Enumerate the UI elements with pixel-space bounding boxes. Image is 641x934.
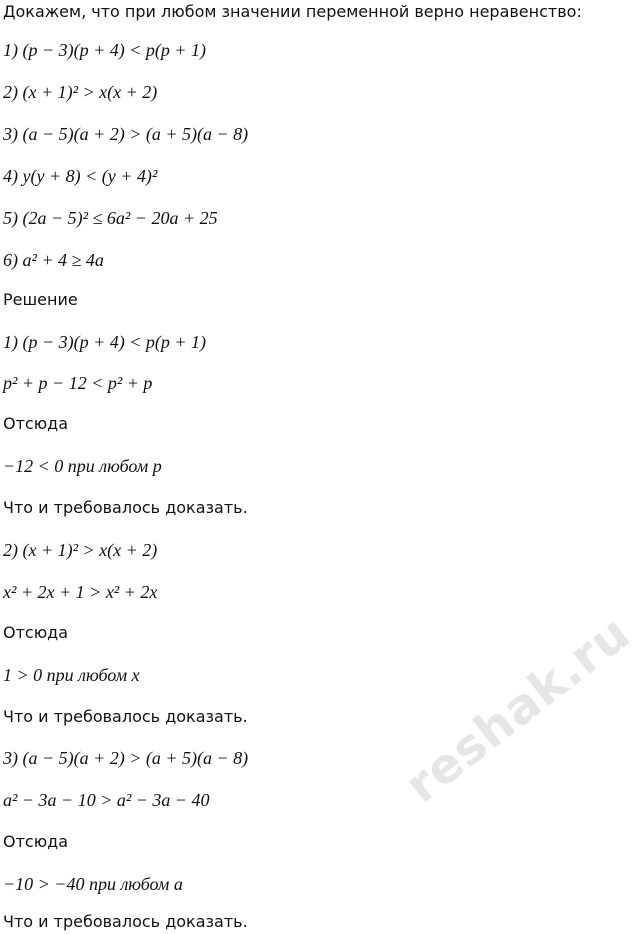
problem-1: 1) (p − 3)(p + 4) < p(p + 1) <box>3 40 207 60</box>
problem-2: 2) (x + 1)² > x(x + 2) <box>3 82 158 102</box>
solution-title: Решение <box>3 290 78 309</box>
solution-2-statement: 2) (x + 1)² > x(x + 2) <box>3 540 158 560</box>
solution-2-result: 1 > 0 при любом x <box>3 665 140 685</box>
solution-2-hence: Отсюда <box>3 623 69 642</box>
problem-4: 4) y(y + 8) < (y + 4)² <box>3 166 158 186</box>
solution-3-result: −10 > −40 при любом a <box>3 874 183 894</box>
solution-3-conclusion: Что и требовалось доказать. <box>3 912 248 931</box>
problem-5: 5) (2a − 5)² ≤ 6a² − 20a + 25 <box>3 208 218 228</box>
solution-1-statement: 1) (p − 3)(p + 4) < p(p + 1) <box>3 332 207 352</box>
solution-1-hence: Отсюда <box>3 414 69 433</box>
solution-3-hence: Отсюда <box>3 832 69 851</box>
problem-6: 6) a² + 4 ≥ 4a <box>3 250 104 270</box>
solution-2-conclusion: Что и требовалось доказать. <box>3 707 248 726</box>
solution-2-step: x² + 2x + 1 > x² + 2x <box>3 582 158 602</box>
solution-1-conclusion: Что и требовалось доказать. <box>3 498 248 517</box>
solution-1-result: −12 < 0 при любом p <box>3 456 162 476</box>
solution-3-step: a² − 3a − 10 > a² − 3a − 40 <box>3 790 210 810</box>
solution-1-step: p² + p − 12 < p² + p <box>3 373 153 393</box>
watermark-logo: reshak.ru <box>395 604 641 815</box>
solution-3-statement: 3) (a − 5)(a + 2) > (a + 5)(a − 8) <box>3 748 249 768</box>
problem-3: 3) (a − 5)(a + 2) > (a + 5)(a − 8) <box>3 124 249 144</box>
task-header: Докажем, что при любом значении переменной верно неравенство: <box>3 2 582 21</box>
